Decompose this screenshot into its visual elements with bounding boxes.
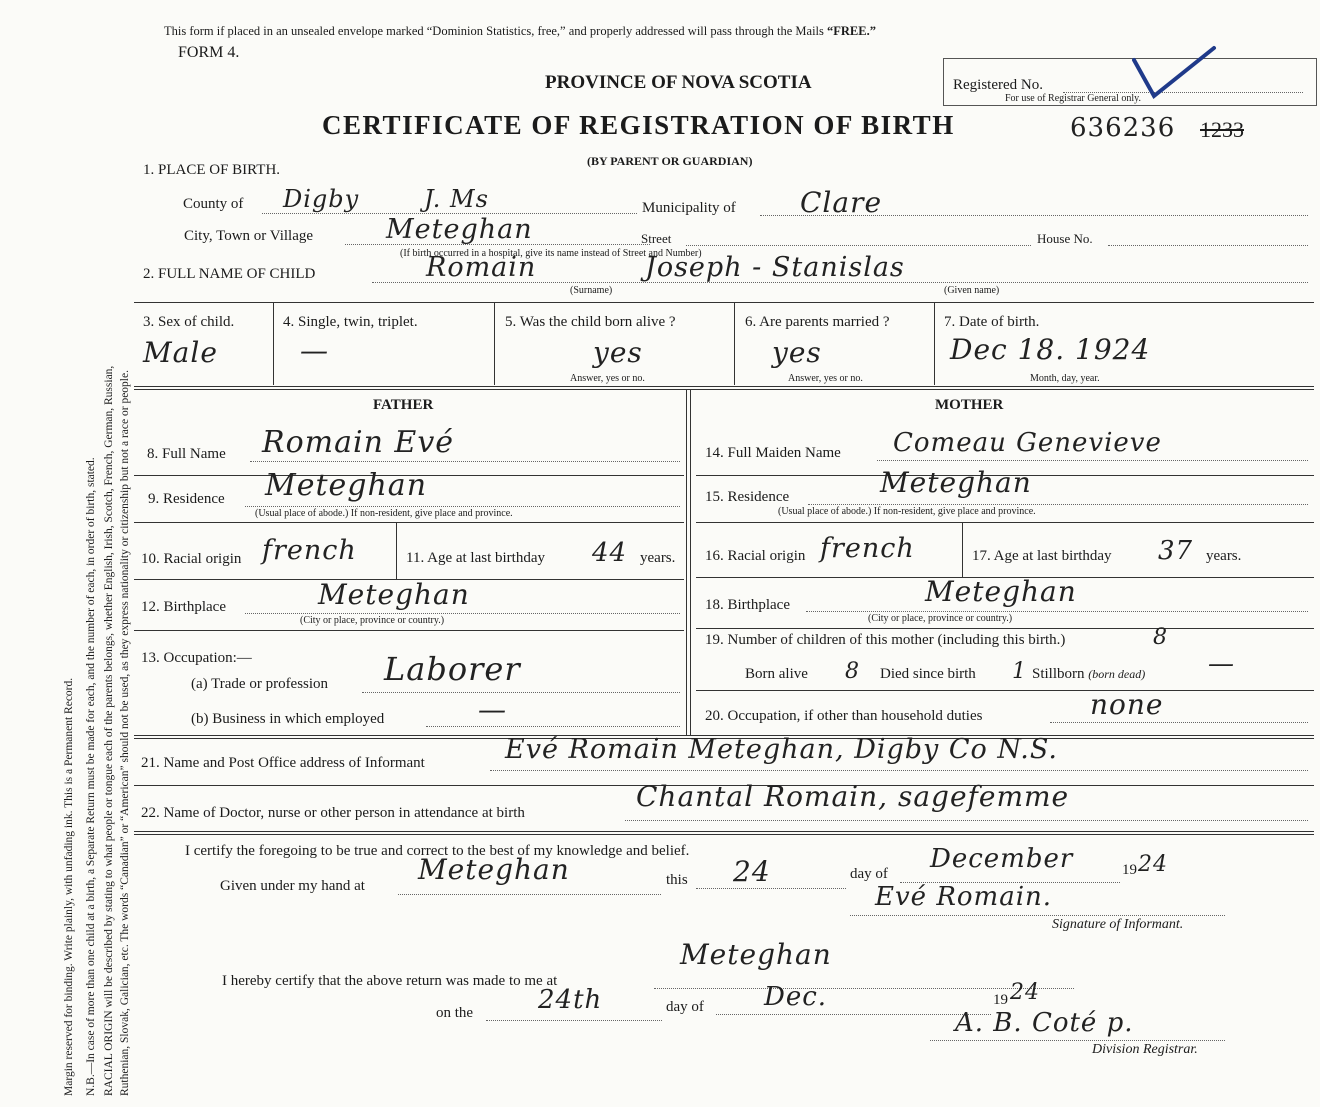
- county-value: Digby: [283, 185, 360, 213]
- date-of-birth-value: Dec 18. 1924: [950, 333, 1151, 366]
- surname-caption: (Surname): [570, 285, 613, 296]
- margin-note-nationality: Ruthenian, Slovak, Galician, etc. The words “Canadian” or “American” should not be used, as they express nationality or citizenship but not a race or people.: [119, 370, 131, 1096]
- registrar-year-prefix: 19: [993, 992, 1008, 1008]
- margin-note-multiple-births: N.B.—In case of more than one child at a birth, a Separate Return must be made for each, and the number of each, in order of birth, stated.: [85, 457, 97, 1096]
- parents-married-label: 6. Are parents married ?: [745, 314, 890, 330]
- born-alive-count-label: Born alive: [745, 666, 808, 682]
- born-alive-caption: Answer, yes or no.: [570, 373, 645, 384]
- county-extra: J. Ms: [424, 185, 489, 213]
- street-label: Street: [641, 231, 672, 246]
- mother-birthplace-caption: (City or place, province or country.): [868, 613, 1013, 624]
- checkmark-icon: [1120, 44, 1220, 104]
- certificate-subtitle: (BY PARENT OR GUARDIAN): [587, 154, 753, 168]
- given-under-hand-label: Given under my hand at: [220, 878, 365, 894]
- doctor-value: Chantal Romain, sagefemme: [636, 780, 1070, 813]
- informant-label: 21. Name and Post Office address of Informant: [141, 755, 425, 771]
- certification-day-value: 24: [733, 855, 771, 888]
- business-label: (b) Business in which employed: [191, 711, 385, 727]
- mother-residence-caption: (Usual place of abode.) If non-resident, give place and province.: [778, 506, 1036, 517]
- father-birthplace-label: 12. Birthplace: [141, 599, 226, 615]
- stillborn-caption: (born dead): [1088, 667, 1146, 681]
- place-of-birth-label: 1. PLACE OF BIRTH.: [143, 162, 281, 178]
- mother-heading: MOTHER: [935, 397, 1004, 413]
- informant-signature-caption: Signature of Informant.: [1052, 917, 1184, 932]
- sex-label: 3. Sex of child.: [143, 314, 235, 330]
- registrar-month-value: Dec.: [764, 982, 828, 1012]
- registrar-day-value: 24th: [538, 985, 603, 1015]
- municipality-label: Municipality of: [642, 200, 736, 216]
- trade-label: (a) Trade or profession: [191, 676, 329, 692]
- informant-value: Evé Romain Meteghan, Digby Co N.S.: [505, 734, 1058, 765]
- father-occupation-label: 13. Occupation:—: [141, 650, 252, 666]
- stillborn-label-text: Stillborn: [1032, 666, 1085, 682]
- parents-married-value: yes: [772, 336, 822, 369]
- father-residence-caption: (Usual place of abode.) If non-resident, give place and province.: [255, 508, 513, 519]
- city-value: Meteghan: [386, 214, 533, 245]
- parents-married-caption: Answer, yes or no.: [788, 373, 863, 384]
- father-age-unit: years.: [640, 550, 676, 566]
- children-count-label: 19. Number of children of this mother (including this birth.): [705, 632, 1066, 648]
- died-since-birth-value: 1: [1012, 659, 1027, 684]
- registrar-signature: A. B. Coté p.: [955, 1008, 1134, 1038]
- mother-residence-value: Meteghan: [880, 466, 1032, 499]
- single-twin-value: —: [300, 334, 329, 367]
- struck-number: 1233: [1200, 117, 1244, 142]
- mother-residence-label: 15. Residence: [705, 489, 790, 505]
- sex-value: Male: [143, 336, 218, 369]
- mother-birthplace-label: 18. Birthplace: [705, 597, 790, 613]
- father-age-label: 11. Age at last birthday: [406, 550, 545, 566]
- on-the-label: on the: [436, 1005, 474, 1021]
- father-residence-value: Meteghan: [265, 468, 428, 503]
- born-alive-label: 5. Was the child born alive ?: [505, 314, 676, 330]
- registration-number: 636236: [1070, 113, 1176, 143]
- child-name-label: 2. FULL NAME OF CHILD: [143, 266, 316, 282]
- certification-year-value: 24: [1138, 852, 1168, 877]
- born-alive-count-value: 8: [845, 659, 860, 684]
- mother-occupation-value: none: [1090, 688, 1164, 721]
- died-since-birth-label: Died since birth: [880, 666, 976, 682]
- city-label: City, Town or Village: [184, 228, 314, 244]
- father-birthplace-caption: (City or place, province or country.): [300, 615, 445, 626]
- born-alive-value: yes: [593, 336, 643, 369]
- registrar-statement: I hereby certify that the above return was made to me at: [222, 973, 558, 989]
- child-given-name: Joseph - Stanislas: [645, 252, 905, 283]
- margin-note-binding: Margin reserved for binding. Write plainly, with unfading ink. This is a Permanent Record.: [63, 677, 75, 1096]
- hospital-note: (If birth occurred in a hospital, give its name instead of Street and Number): [400, 248, 702, 259]
- mother-birthplace-value: Meteghan: [925, 575, 1077, 608]
- informant-signature: Evé Romain.: [875, 882, 1053, 912]
- given-name-caption: (Given name): [944, 285, 1000, 296]
- registrar-signature-caption: Division Registrar.: [1092, 1042, 1198, 1057]
- children-count-value: 8: [1153, 625, 1168, 650]
- margin-note-racial-origin: RACIAL ORIGIN will be described by stating to what people or tongue each of the parents belongs, whether English, Irish, Scotch, French, German, Russian,: [103, 365, 115, 1096]
- registration-label: Registered No.: [953, 77, 1043, 93]
- father-racial-value: french: [262, 535, 357, 566]
- doctor-label: 22. Name of Doctor, nurse or other person in attendance at birth: [141, 805, 525, 821]
- house-label: House No.: [1037, 231, 1093, 246]
- county-label: County of: [183, 196, 244, 212]
- top-notice-text: This form if placed in an unsealed envelope marked “Dominion Statistics, free,” and properly addressed will pass through the Mails: [164, 24, 828, 38]
- date-of-birth-label: 7. Date of birth.: [944, 314, 1040, 330]
- mother-age-unit: years.: [1206, 548, 1242, 564]
- business-value: —: [478, 693, 507, 726]
- certification-month-value: December: [930, 844, 1074, 874]
- father-racial-label: 10. Racial origin: [141, 551, 242, 567]
- father-name-label: 8. Full Name: [147, 446, 226, 462]
- given-place-value: Meteghan: [418, 853, 570, 886]
- mother-age-value: 37: [1158, 536, 1194, 566]
- this-label: this: [666, 872, 688, 888]
- mother-racial-value: french: [820, 533, 915, 564]
- registrar-year-value: 24: [1010, 980, 1040, 1005]
- certification-year-prefix: 19: [1122, 862, 1137, 878]
- father-age-value: 44: [592, 538, 628, 568]
- mother-occupation-label: 20. Occupation, if other than household duties: [705, 708, 983, 724]
- father-heading: FATHER: [373, 397, 434, 413]
- form-number: FORM 4.: [178, 44, 240, 61]
- registration-note: For use of Registrar General only.: [1005, 93, 1141, 104]
- father-name-value: Romain Evé: [262, 425, 455, 460]
- province-heading: PROVINCE OF NOVA SCOTIA: [545, 72, 812, 93]
- date-of-birth-caption: Month, day, year.: [1030, 373, 1100, 384]
- registrar-place-value: Meteghan: [680, 938, 832, 971]
- municipality-value: Clare: [800, 186, 883, 219]
- certificate-title: CERTIFICATE OF REGISTRATION OF BIRTH: [322, 110, 955, 140]
- top-notice-free: “FREE.”: [827, 24, 876, 38]
- mother-name-label: 14. Full Maiden Name: [705, 445, 841, 461]
- top-notice: [164, 24, 876, 39]
- father-birthplace-value: Meteghan: [318, 578, 470, 611]
- certification-day-of-label: day of: [850, 866, 888, 882]
- stillborn-value: —: [1208, 649, 1235, 679]
- certification-statement: I certify the foregoing to be true and correct to the best of my knowledge and belief.: [185, 843, 690, 859]
- father-residence-label: 9. Residence: [148, 491, 225, 507]
- child-surname: Romain: [426, 252, 537, 283]
- mother-name-value: Comeau Genevieve: [893, 428, 1162, 458]
- stillborn-label: [1032, 666, 1145, 683]
- mother-racial-label: 16. Racial origin: [705, 548, 806, 564]
- mother-age-label: 17. Age at last birthday: [972, 548, 1112, 564]
- registrar-day-of-label: day of: [666, 999, 704, 1015]
- trade-value: Laborer: [384, 650, 521, 688]
- single-twin-label: 4. Single, twin, triplet.: [283, 314, 418, 330]
